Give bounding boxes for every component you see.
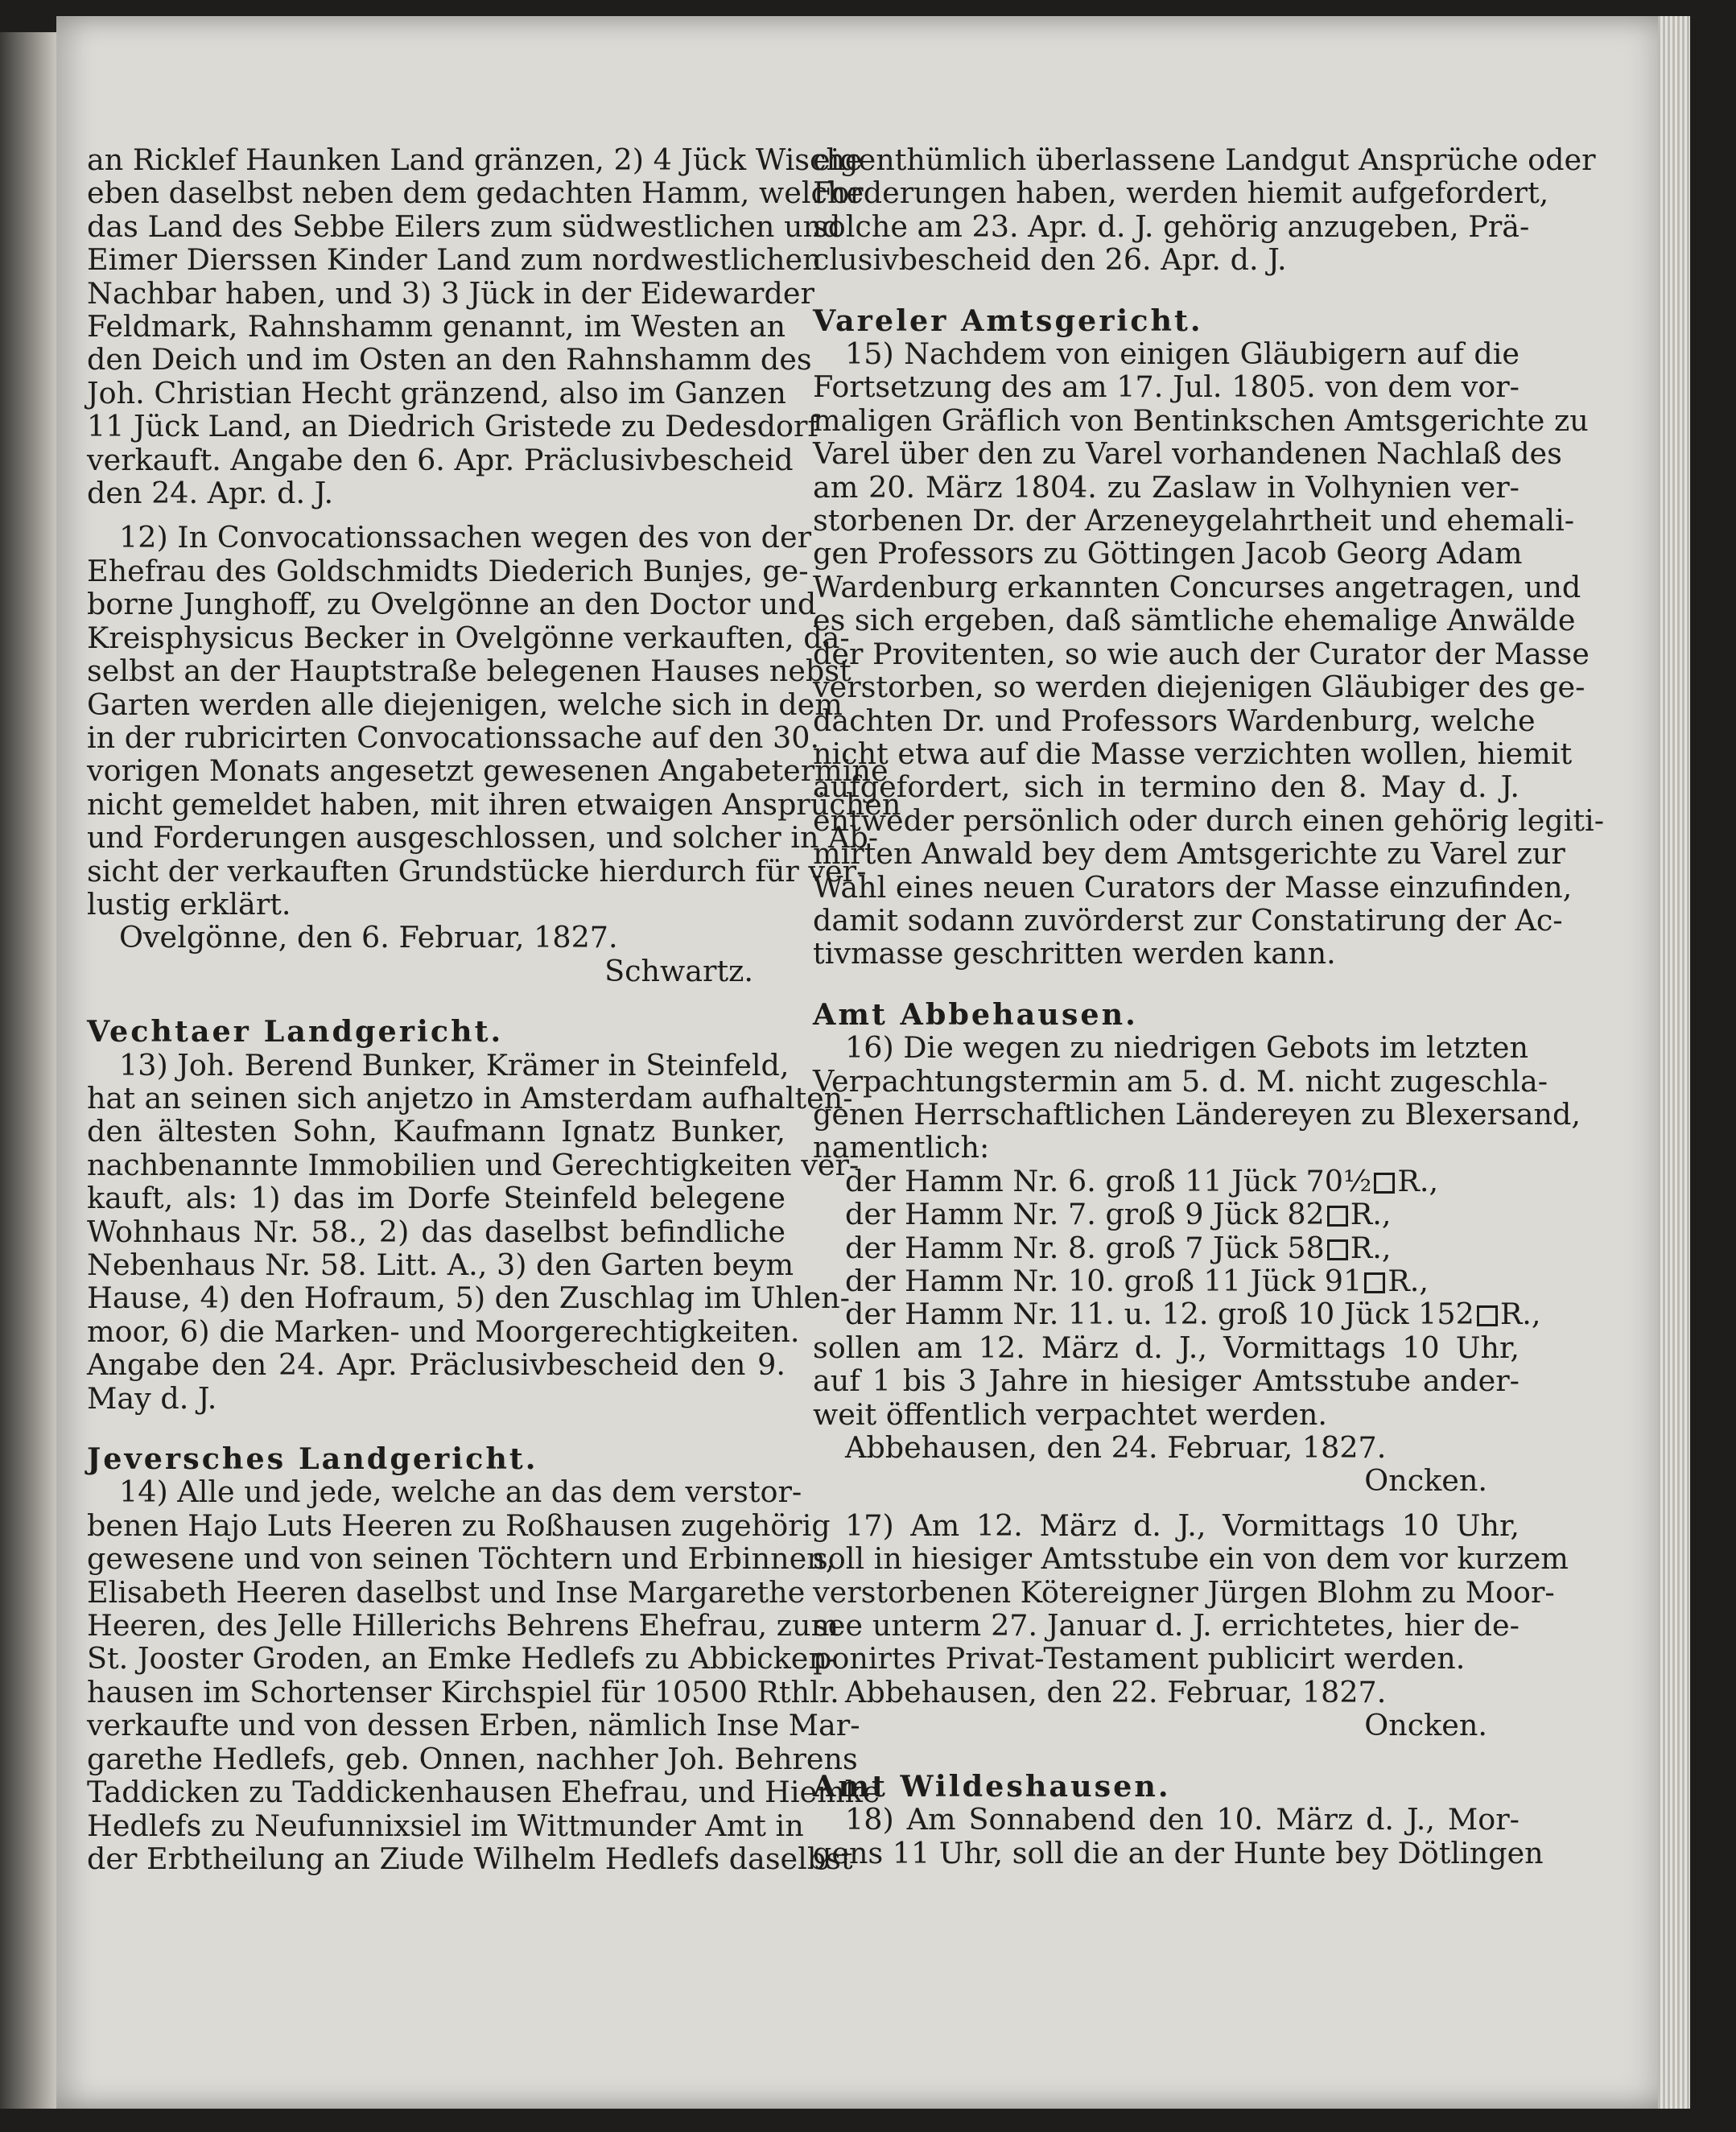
paragraph-14 (87, 1474, 880, 1876)
previous-page-edge (0, 32, 56, 2109)
paragraph-12 (87, 520, 901, 988)
text-line: auf 1 bis 3 Jahre in hiesiger Amtsstube ander- (813, 1363, 1520, 1399)
text-line: tivmasse geschritten werden kann. (813, 936, 1336, 971)
text-line: Joh. Christian Hecht gränzend, also im Ganzen (87, 375, 786, 410)
text-line: storbenen Dr. der Arzeneygelahrtheit und ehemali- (813, 503, 1575, 538)
section-heading-abbehausen: Amt Abbehausen. (813, 996, 1138, 1032)
paragraph-11-continuation (87, 142, 864, 511)
right-column (813, 142, 1605, 1870)
text-line: der Erbtheilung an Ziude Wilhelm Hedlefs daselbst (87, 1841, 853, 1876)
signature: Schwartz. (604, 953, 753, 988)
text-line: gen Professors zu Göttingen Jacob Georg Adam (813, 536, 1523, 571)
signature: Oncken. (1364, 1708, 1487, 1743)
text-line: dachten Dr. und Professors Wardenburg, welche (813, 703, 1536, 738)
square-rod-symbol (1327, 1206, 1348, 1227)
text-line: nicht etwa auf die Masse verzichten wollen, hiemit (813, 736, 1573, 771)
text-line: genen Herrschaftlichen Ländereyen zu Blexersand, (813, 1096, 1581, 1132)
text-line: weit öffentlich verpachtet werden. (813, 1396, 1328, 1432)
text-line: entweder persönlich oder durch einen gehörig legiti- (813, 802, 1605, 838)
text-line: Verpachtungstermin am 5. d. M. nicht zugeschla- (813, 1063, 1548, 1099)
text-line: Feldmark, Rahnshamm genannt, im Westen an (87, 309, 786, 344)
text-line: das Land des Sebbe Eilers zum südwestlichen und (87, 208, 841, 244)
text-line: Nebenhaus Nr. 58. Litt. A., 3) den Garten beym (87, 1247, 794, 1282)
text-line: lustig erklärt. (87, 886, 291, 922)
section-heading-wildeshausen: Amt Wildeshausen. (813, 1768, 1171, 1804)
text-line: solche am 23. Apr. d. J. gehörig anzugeben, Prä- (813, 208, 1530, 244)
text-line: nachbenannte Immobilien und Gerechtigkeiten ver- (87, 1147, 860, 1182)
page-fore-edge (1658, 16, 1690, 2109)
list-item (813, 1297, 1541, 1332)
text-line: May d. J. (87, 1380, 217, 1416)
text-line: verstorben, so werden diejenigen Gläubiger des ge- (813, 670, 1585, 705)
text-line: garethe Hedlefs, geb. Onnen, nachher Joh. Behrens (87, 1741, 858, 1776)
section-heading-jever: Jeversches Landgericht. (87, 1441, 538, 1477)
text-line: St. Jooster Groden, an Emke Hedlefs zu Abbicken- (87, 1641, 838, 1676)
text-line: vorigen Monats angesetzt gewesenen Angabetermine (87, 753, 889, 789)
text-line: verstorbenen Kötereigner Jürgen Blohm zu Moor- (813, 1574, 1555, 1610)
text-line: Taddicken zu Taddickenhausen Ehefrau, und Hiemke (87, 1775, 880, 1810)
text-line: den ältesten Sohn, Kaufmann Ignatz Bunker, (87, 1114, 786, 1149)
text-line: damit sodann zuvörderst zur Constatirung der Ac- (813, 902, 1563, 938)
text-line: und Forderungen ausgeschlossen, und solcher in Ab- (87, 820, 879, 856)
text-line: Forderungen haben, werden hiemit aufgefordert, (813, 175, 1549, 211)
section-heading-vechta: Vechtaer Landgericht. (87, 1014, 504, 1050)
text-line: selbst an der Hauptstraße belegenen Hauses nebst (87, 654, 852, 689)
text-line: maligen Gräflich von Bentinkschen Amtsgerichte zu (813, 402, 1589, 438)
text-line: Fortsetzung des am 17. Jul. 1805. von dem vor- (813, 369, 1520, 405)
hamm-entry: der Hamm Nr. 11. u. 12. groß 10 Jück 152 (845, 1297, 1474, 1332)
paragraph-17 (813, 1507, 1569, 1743)
text-line: soll in hiesiger Amtsstube ein von dem vor kurzem (813, 1541, 1569, 1577)
hamm-unit: R., (1388, 1264, 1429, 1298)
text-line: der Provitenten, so wie auch der Curator der Masse (813, 636, 1590, 671)
text-line: 17) Am 12. März d. J., Vormittags 10 Uhr, (845, 1507, 1520, 1543)
square-rod-symbol (1364, 1272, 1385, 1293)
hamm-entry: der Hamm Nr. 10. groß 11 Jück 91 (845, 1264, 1363, 1298)
text-line: sicht der verkauften Grundstücke hierdurch für ver- (87, 853, 867, 889)
text-line: es sich ergeben, daß sämtliche ehemalige Anwälde (813, 603, 1576, 638)
text-line: moor, 6) die Marken- und Moorgerechtigkeiten. (87, 1313, 800, 1349)
text-line: mirten Anwald bey dem Amtsgerichte zu Varel zur (813, 836, 1565, 872)
paragraph-13 (87, 1047, 860, 1416)
text-line: 14) Alle und jede, welche an das dem verstor- (119, 1474, 802, 1510)
text-line: eigenthümlich überlassene Landgut Ansprüche oder (813, 142, 1596, 177)
text-line: namentlich: (813, 1130, 990, 1165)
text-line: an Ricklef Haunken Land gränzen, 2) 4 Jück Wische (87, 142, 863, 177)
hamm-unit: R., (1350, 1230, 1392, 1265)
signature: Oncken. (1364, 1463, 1487, 1499)
text-line: Angabe den 24. Apr. Präclusivbescheid den 9. (87, 1347, 786, 1383)
text-line: Wohnhaus Nr. 58., 2) das daselbst befindliche (87, 1214, 786, 1249)
text-line: Nachbar haben, und 3) 3 Jück in der Eidewarder (87, 275, 814, 311)
place-date: Abbehausen, den 24. Februar, 1827. (845, 1430, 1387, 1466)
list-item (813, 1264, 1520, 1297)
text-line: am 20. März 1804. zu Zaslaw in Volhynien ver- (813, 469, 1520, 505)
hamm-entry: der Hamm Nr. 6. groß 11 Jück 70½ (845, 1163, 1372, 1198)
place-date: Abbehausen, den 22. Februar, 1827. (845, 1674, 1387, 1709)
text-line: verkauft. Angabe den 6. Apr. Präclusivbescheid (87, 442, 794, 477)
hamm-unit: R., (1397, 1163, 1439, 1198)
text-line: Hedlefs zu Neufunnixsiel im Wittmunder Amt in (87, 1808, 804, 1843)
text-line: gewesene und von seinen Töchtern und Erbinnen, (87, 1541, 835, 1577)
section-heading-varel: Vareler Amtsgericht. (813, 303, 1203, 338)
hamm-unit: R., (1350, 1197, 1392, 1232)
paragraph-14-continuation (813, 142, 1596, 278)
text-line: 18) Am Sonnabend den 10. März d. J., Mor- (845, 1802, 1520, 1837)
text-line: verkaufte und von dessen Erben, nämlich Inse Mar- (87, 1708, 860, 1743)
left-column (87, 142, 901, 1876)
text-line: Garten werden alle diejenigen, welche sich in dem (87, 687, 843, 722)
text-line: gens 11 Uhr, soll die an der Hunte bey Dötlingen (813, 1835, 1544, 1870)
paragraph-16 (813, 1030, 1581, 1499)
text-line: 15) Nachdem von einigen Gläubigern auf die (845, 336, 1520, 372)
text-line: Wardenburg erkannten Concurses angetragen, und (813, 569, 1581, 604)
text-line: Varel über den zu Varel vorhandenen Nachlaß des (813, 436, 1562, 472)
text-line: sollen am 12. März d. J., Vormittags 10 Uhr, (813, 1330, 1520, 1365)
text-line: den 24. Apr. d. J. (87, 476, 334, 511)
text-line: Hause, 4) den Hofraum, 5) den Zuschlag im Uhlen- (87, 1280, 850, 1316)
text-line: den Deich und im Osten an den Rahnshamm des (87, 342, 812, 377)
hamm-entry: der Hamm Nr. 7. groß 9 Jück 82 (845, 1197, 1325, 1232)
text-line: eben daselbst neben dem gedachten Hamm, welche (87, 175, 864, 211)
text-line: see unterm 27. Januar d. J. errichtetes, hier de- (813, 1608, 1520, 1643)
text-line: hausen im Schortenser Kirchspiel für 10500 Rthlr. (87, 1674, 839, 1709)
text-line: aufgefordert, sich in termino den 8. May d. J. (813, 769, 1520, 805)
text-line: Kreisphysicus Becker in Ovelgönne verkauften, da- (87, 620, 850, 655)
square-rod-symbol (1477, 1305, 1498, 1326)
list-item (813, 1231, 1520, 1264)
text-line: benen Hajo Luts Heeren zu Roßhausen zugehörig (87, 1507, 831, 1543)
text-line: Ehefrau des Goldschmidts Diederich Bunjes, ge- (87, 553, 809, 588)
text-line: Heeren, des Jelle Hillerichs Behrens Ehefrau, zum (87, 1608, 839, 1643)
place-date: Ovelgönne, den 6. Februar, 1827. (119, 920, 618, 955)
hamm-entry: der Hamm Nr. 8. groß 7 Jück 58 (845, 1230, 1325, 1265)
text-line: ponirtes Privat-Testament publicirt werden. (813, 1641, 1466, 1676)
text-line: 13) Joh. Berend Bunker, Krämer in Steinfeld, (119, 1047, 790, 1082)
text-line: 12) In Convocationssachen wegen des von der (119, 520, 812, 555)
hamm-list (813, 1163, 1541, 1332)
text-line: 11 Jück Land, an Diedrich Gristede zu Dedesdorf (87, 409, 819, 444)
paragraph-15 (813, 336, 1605, 971)
text-line: in der rubricirten Convocationssache auf den 30. (87, 720, 820, 755)
text-line: clusivbescheid den 26. Apr. d. J. (813, 242, 1287, 278)
text-line: 16) Die wegen zu niedrigen Gebots im letzten (845, 1030, 1528, 1066)
list-item (813, 1198, 1520, 1231)
text-line: borne Junghoff, zu Ovelgönne an den Doctor und (87, 587, 817, 622)
text-line: kauft, als: 1) das im Dorfe Steinfeld belegene (87, 1181, 786, 1216)
text-line: nicht gemeldet haben, mit ihren etwaigen Ansprüchen (87, 786, 901, 822)
square-rod-symbol (1327, 1239, 1348, 1260)
text-line: hat an seinen sich anjetzo in Amsterdam aufhalten- (87, 1080, 853, 1115)
text-line: Wahl eines neuen Curators der Masse einzufinden, (813, 869, 1573, 905)
square-rod-symbol (1374, 1173, 1395, 1194)
text-line: Eimer Dierssen Kinder Land zum nordwestlichen (87, 242, 822, 278)
text-line: Elisabeth Heeren daselbst und Inse Margarethe (87, 1574, 806, 1610)
hamm-unit: R., (1499, 1297, 1541, 1332)
paragraph-18 (813, 1802, 1544, 1870)
list-item (813, 1165, 1520, 1198)
